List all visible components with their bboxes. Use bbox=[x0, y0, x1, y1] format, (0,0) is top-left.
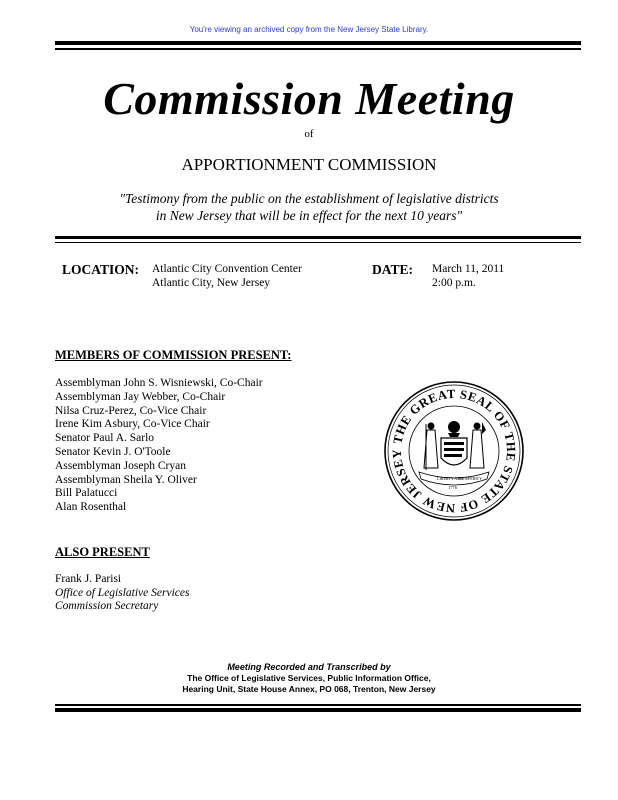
seal-ribbon-right: PROSPERITY bbox=[458, 476, 483, 481]
also-present-heading: ALSO PRESENT bbox=[55, 545, 150, 559]
member-item: Bill Palatucci bbox=[55, 487, 118, 500]
member-item: Nilsa Cruz-Perez, Co-Vice Chair bbox=[55, 404, 207, 417]
document-title: Commission Meeting bbox=[103, 73, 515, 124]
state-seal-icon bbox=[383, 380, 525, 522]
date-line-2: 2:00 p.m. bbox=[432, 277, 476, 289]
also-present-office: Office of Legislative Services bbox=[55, 586, 190, 599]
member-item: Assemblyman Sheila Y. Oliver bbox=[55, 473, 197, 486]
archive-notice: You're viewing an archived copy from the New Jersey State Library. bbox=[189, 25, 429, 34]
seal-ring-text: THE GREAT SEAL OF THE STATE OF NEW JERSEY bbox=[389, 386, 519, 516]
top-rule-thin bbox=[55, 48, 581, 50]
mid-rule-thin bbox=[55, 242, 581, 243]
member-item: Senator Kevin J. O'Toole bbox=[55, 445, 171, 458]
footer-office bbox=[0, 673, 618, 695]
subtitle-line-2: in New Jersey that will be in effect for the next 10 years" bbox=[155, 208, 463, 223]
date-label: DATE: bbox=[372, 262, 414, 277]
also-present-name: Frank J. Parisi bbox=[55, 573, 122, 585]
mid-rule-thick bbox=[55, 236, 581, 239]
location-line-2: Atlantic City, New Jersey bbox=[152, 277, 271, 289]
top-rule-thick bbox=[55, 41, 581, 45]
date-value bbox=[432, 262, 504, 290]
members-list bbox=[55, 377, 263, 515]
location-line-1: Atlantic City Convention Center bbox=[152, 263, 302, 275]
bottom-rule-thick bbox=[55, 708, 581, 712]
member-item: Senator Paul A. Sarlo bbox=[55, 432, 155, 445]
also-present-role: Commission Secretary bbox=[55, 600, 159, 612]
seal-year: 1776 bbox=[448, 485, 457, 490]
footer-line-3: Hearing Unit, State House Annex, PO 068, Trenton, New Jersey bbox=[182, 684, 436, 694]
date-line-1: March 11, 2011 bbox=[432, 263, 505, 275]
member-item: Assemblyman Jay Webber, Co-Chair bbox=[55, 390, 226, 403]
footer-recorded-by: Meeting Recorded and Transcribed by bbox=[227, 662, 391, 672]
member-item: Assemblyman Joseph Cryan bbox=[55, 459, 186, 472]
location-value bbox=[152, 262, 302, 290]
member-item: Alan Rosenthal bbox=[55, 501, 127, 514]
subtitle-line-1: "Testimony from the public on the establishment of legislative districts bbox=[119, 191, 499, 206]
also-present-block bbox=[55, 573, 189, 614]
members-heading: MEMBERS OF COMMISSION PRESENT: bbox=[55, 348, 292, 362]
of-text: of bbox=[304, 128, 314, 140]
meeting-subtitle bbox=[0, 190, 618, 224]
seal-ribbon-left: LIBERTY AND bbox=[437, 476, 463, 481]
member-item: Assemblyman John S. Wisniewski, Co-Chair bbox=[55, 377, 263, 389]
member-item: Irene Kim Asbury, Co-Vice Chair bbox=[55, 418, 210, 431]
footer-line-2: The Office of Legislative Services, Public Information Office, bbox=[187, 673, 431, 683]
bottom-rule-thin bbox=[55, 704, 581, 706]
commission-name: APPORTIONMENT COMMISSION bbox=[181, 155, 437, 174]
location-label: LOCATION: bbox=[62, 262, 140, 277]
